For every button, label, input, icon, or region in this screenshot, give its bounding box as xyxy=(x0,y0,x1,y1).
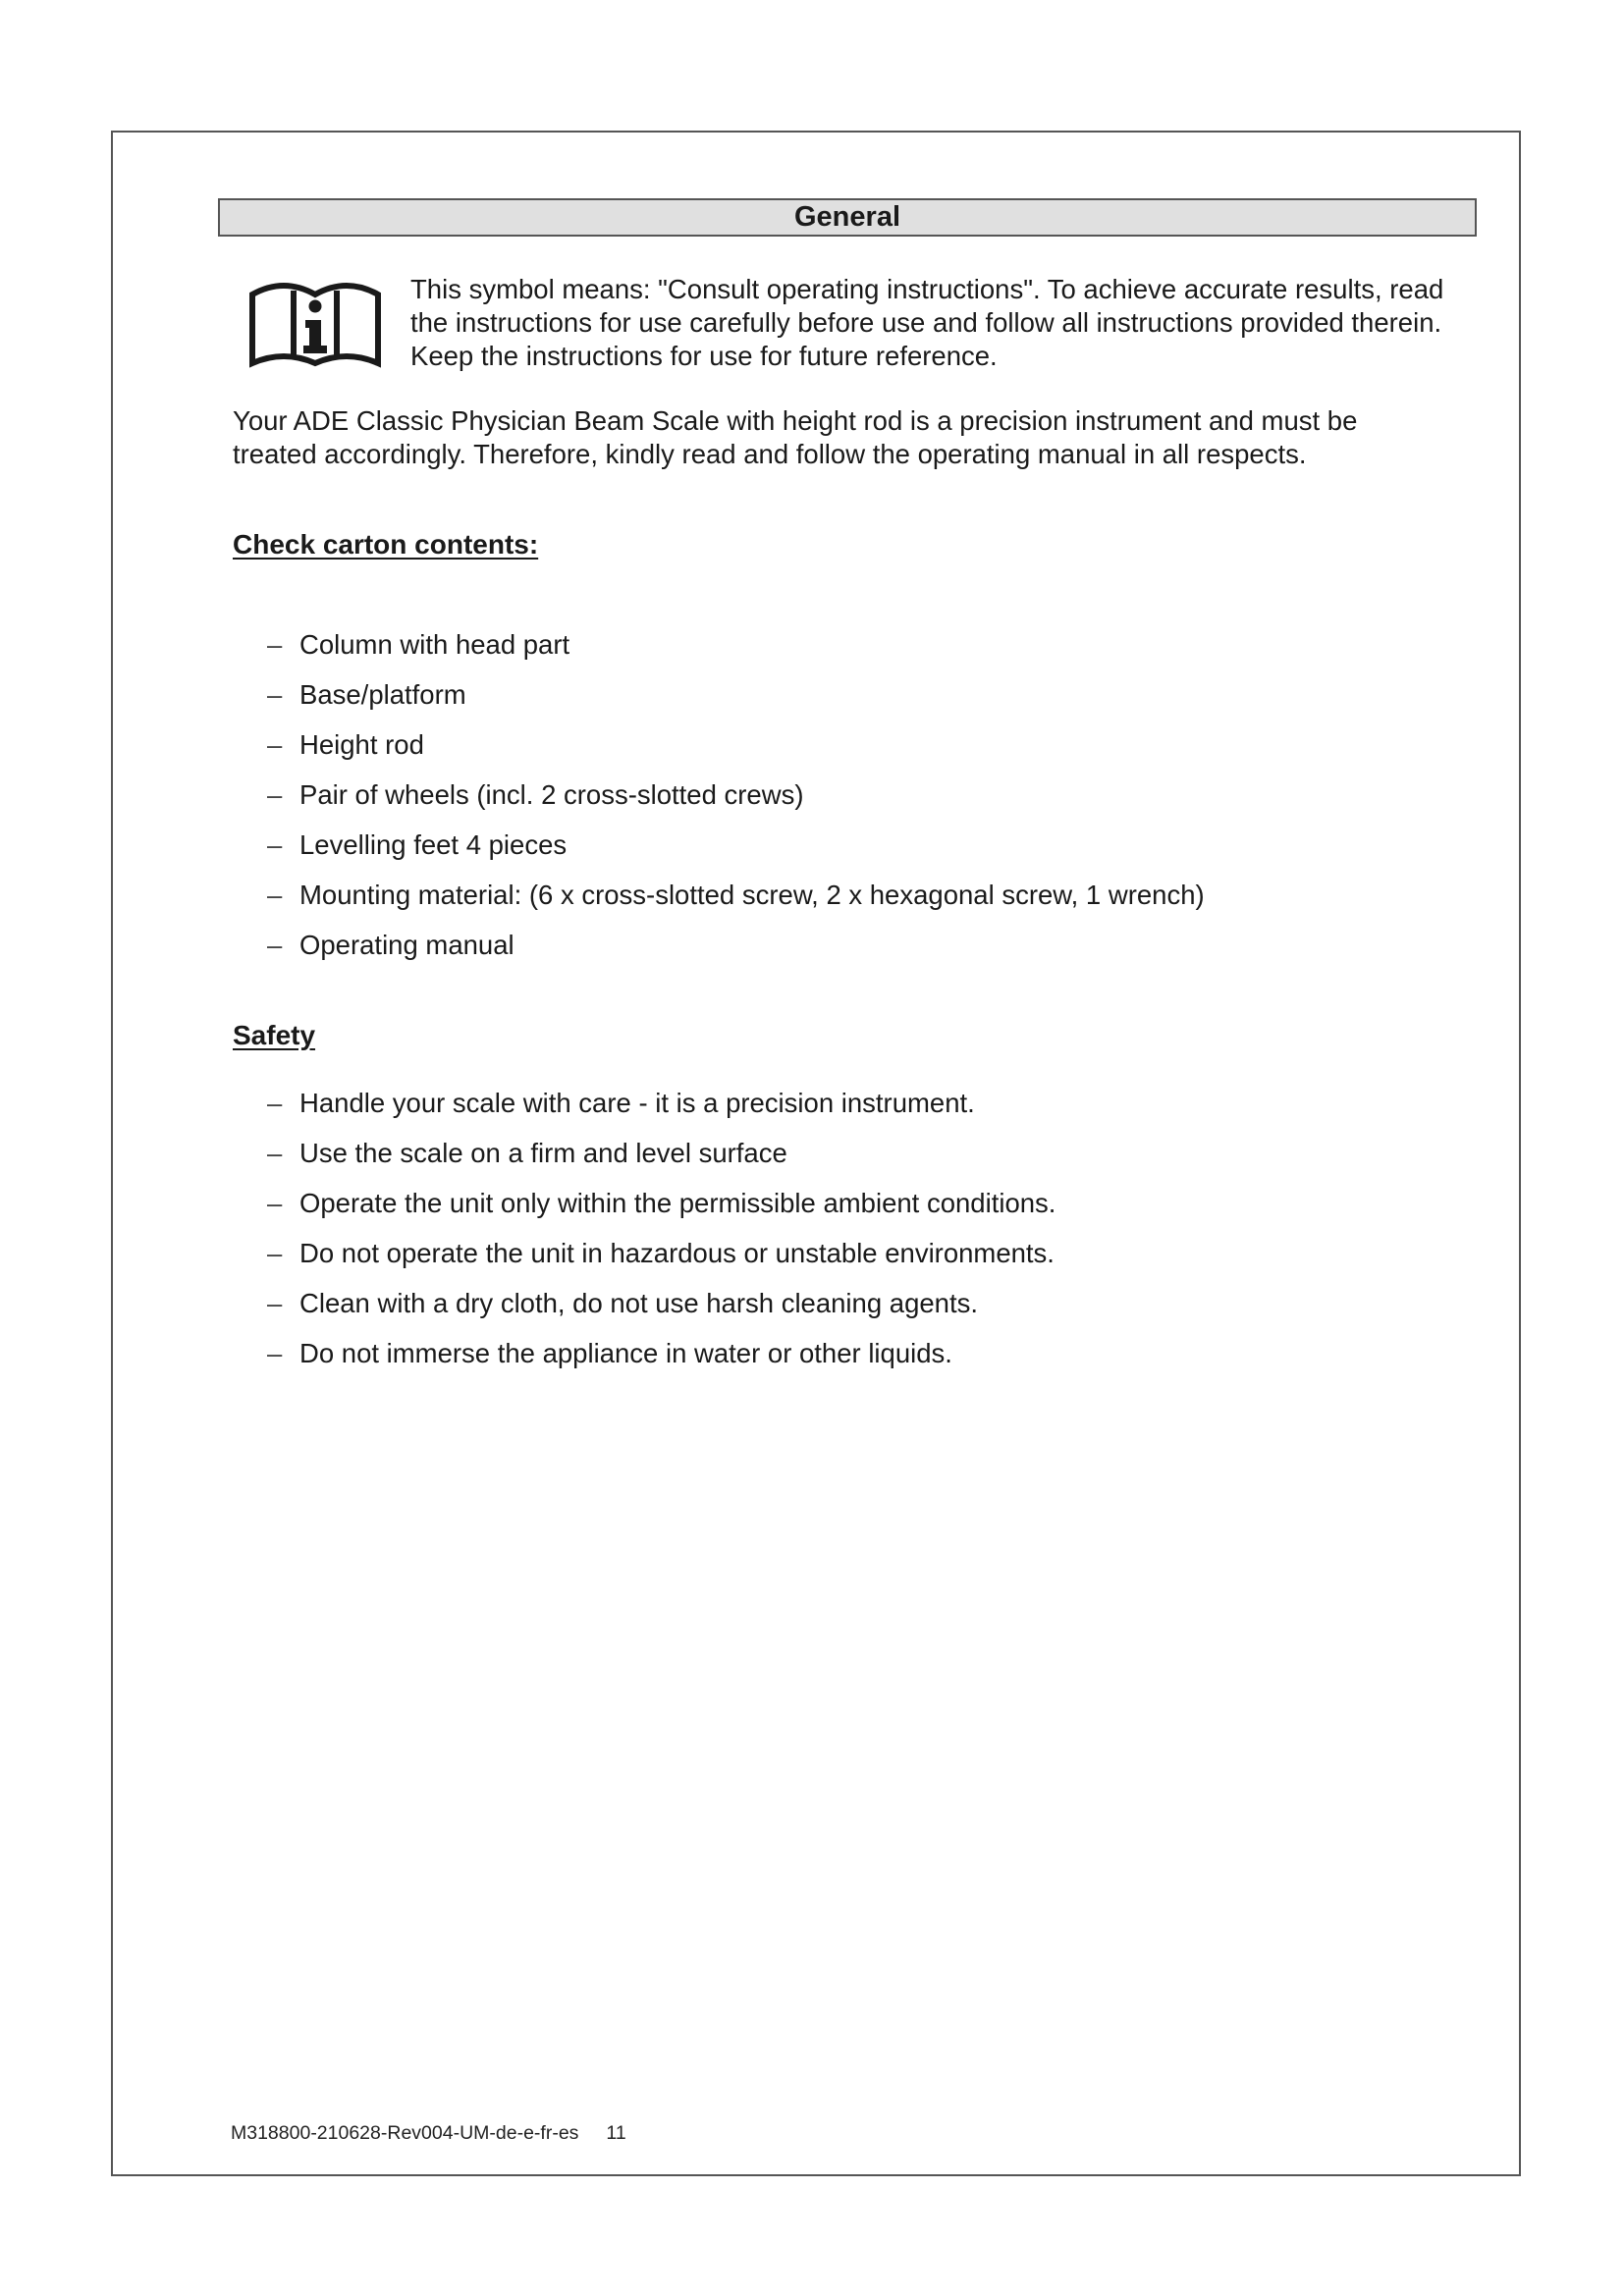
safety-item: – Operate the unit only within the permissible ambient conditions. xyxy=(267,1187,1056,1237)
intro-paragraph xyxy=(233,404,1489,471)
info-notice-text xyxy=(410,273,1510,373)
page-footer xyxy=(231,2122,626,2145)
safety-heading: Safety xyxy=(233,1020,316,1050)
carton-item: – Levelling feet 4 pieces xyxy=(267,828,1205,879)
safety-list xyxy=(267,1087,1056,1387)
carton-contents-list xyxy=(267,628,1205,979)
carton-item: – Pair of wheels (incl. 2 cross-slotted crews) xyxy=(267,778,1205,828)
carton-item: – Base/platform xyxy=(267,678,1205,728)
safety-item: – Do not immerse the appliance in water or other liquids. xyxy=(267,1337,1056,1387)
carton-item: – Operating manual xyxy=(267,929,1205,979)
intro-line: treated accordingly. Therefore, kindly read and follow the operating manual in all respects. xyxy=(233,439,1307,469)
carton-contents-heading: Check carton contents: xyxy=(233,529,539,560)
page-number: 11 xyxy=(606,2122,626,2144)
section-title: General xyxy=(794,201,900,233)
intro-line: Your ADE Classic Physician Beam Scale with height rod is a precision instrument and must be xyxy=(233,405,1358,436)
consult-instructions-icon xyxy=(248,271,382,369)
safety-item: – Clean with a dry cloth, do not use harsh cleaning agents. xyxy=(267,1287,1056,1337)
info-notice-line: the instructions for use carefully before use and follow all instructions provided therein. xyxy=(410,307,1442,338)
section-header xyxy=(218,198,1477,237)
safety-item: – Use the scale on a firm and level surface xyxy=(267,1137,1056,1187)
carton-item: – Column with head part xyxy=(267,628,1205,678)
safety-item: – Do not operate the unit in hazardous or unstable environments. xyxy=(267,1237,1056,1287)
info-notice-line: This symbol means: "Consult operating instructions". To achieve accurate results, read xyxy=(410,274,1444,304)
carton-item: – Mounting material: (6 x cross-slotted screw, 2 x hexagonal screw, 1 wrench) xyxy=(267,879,1205,929)
info-notice-line: Keep the instructions for use for future reference. xyxy=(410,341,998,371)
carton-item: – Height rod xyxy=(267,728,1205,778)
document-code: M318800-210628-Rev004-UM-de-e-fr-es xyxy=(231,2122,579,2144)
safety-item: – Handle your scale with care - it is a precision instrument. xyxy=(267,1087,1056,1137)
